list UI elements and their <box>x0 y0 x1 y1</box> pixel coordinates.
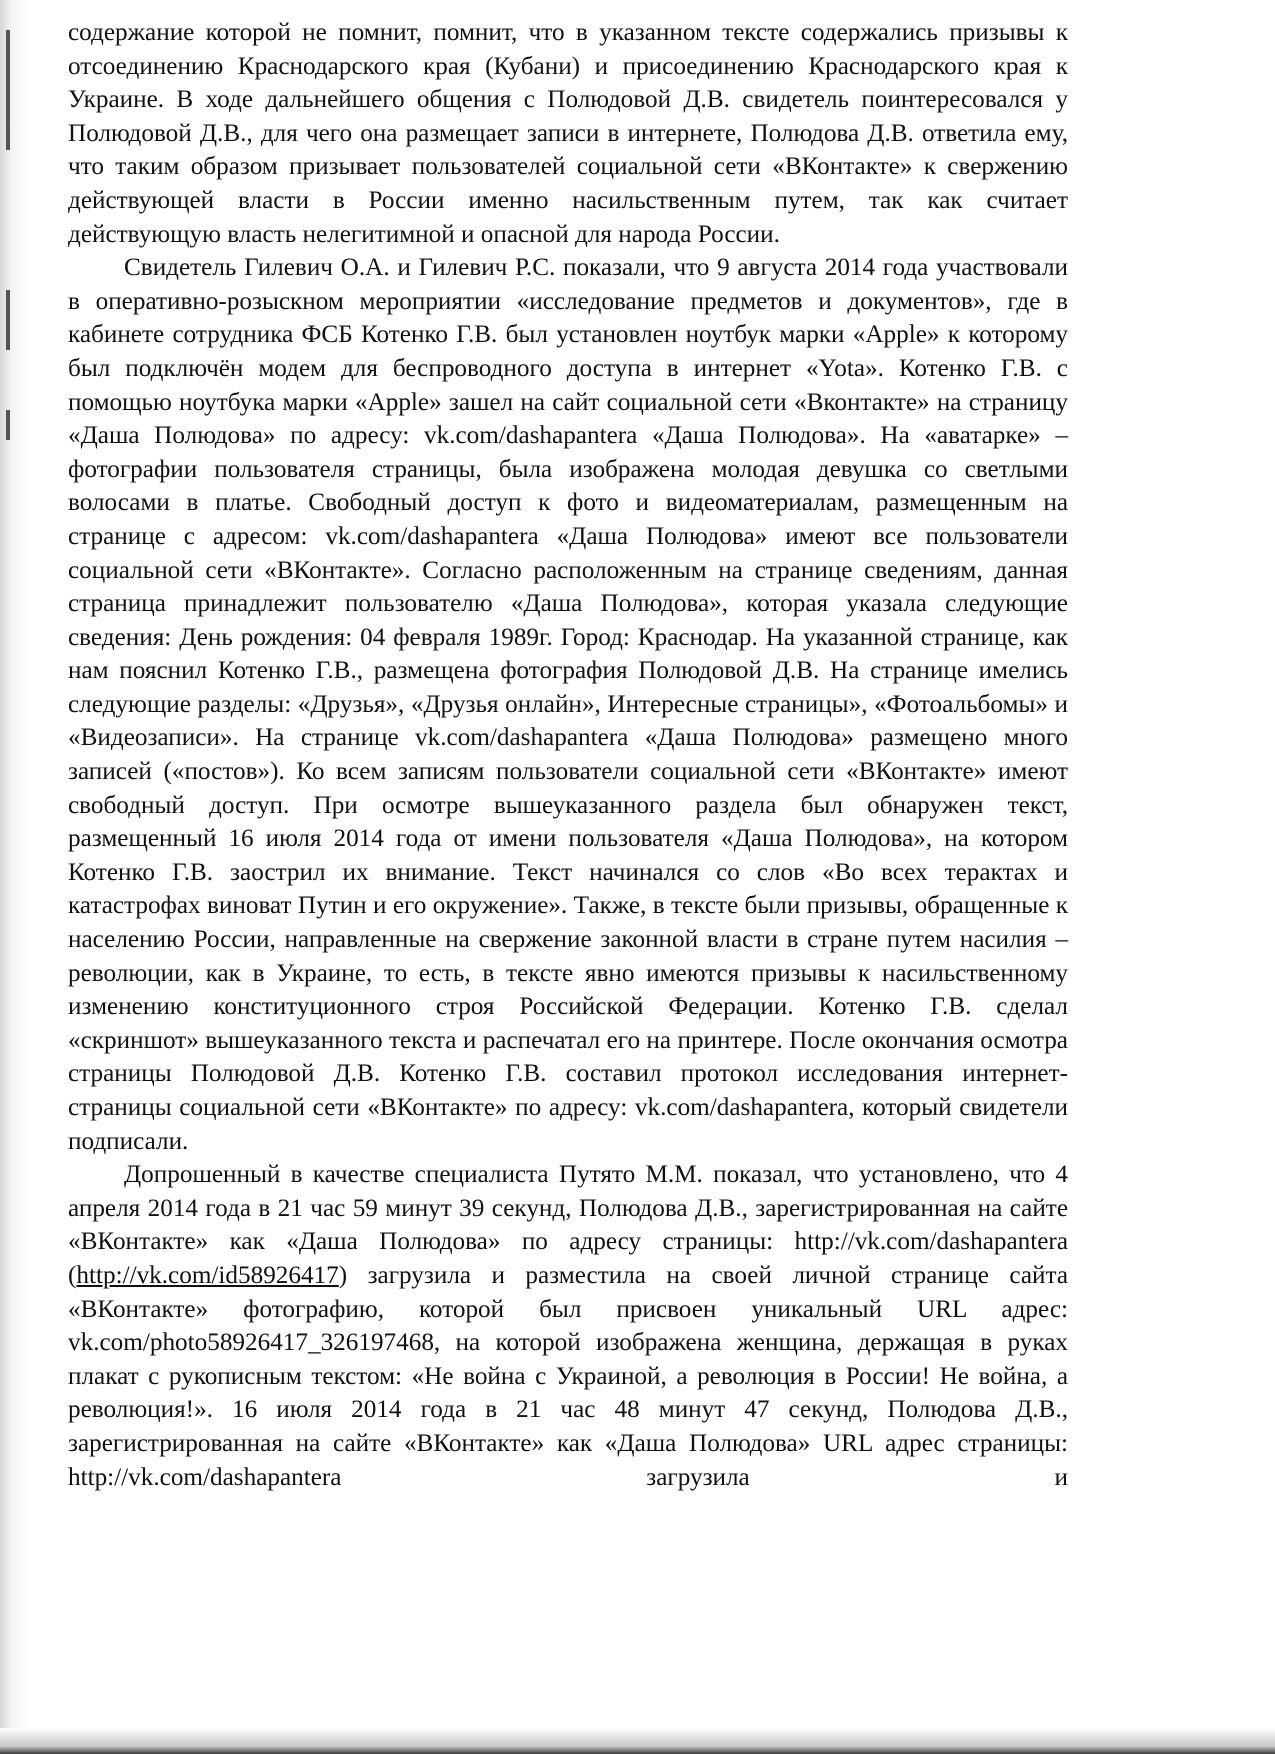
scan-artifact <box>6 30 10 150</box>
scan-left-edge <box>0 0 30 1754</box>
scan-artifact <box>6 410 10 440</box>
paragraph-3-text-start: Допрошенный в качестве специалиста Путято М.М. показал, что установлено, что 4 апреля 2014 года в 21 час 59 минут 39 секунд, Полюдова Д.В., зарегистрированная на сайте «ВКонтакте» как «Даша Полюдова» по адресу страницы: http://vk.com/dashapantera ( <box>68 1161 1068 1289</box>
paragraph-1: содержание которой не помнит, помнит, что в указанном тексте содержались призывы к отсоединению Краснодарского края (Кубани) и присоединению Краснодарского края к Украине. В ходе дальнейшего общения с Полюдовой Д.В. свидетель поинтересовался у Полюдовой Д.В., для чего она размещает записи в интернете, Полюдова Д.В. ответила ему, что таким образом призывает пользователей социальной сети «ВКонтакте» к свержению действующей власти в России именно насильственным путем, так как считает действующую власть нелегитимной и опасной для народа России. <box>68 19 1068 248</box>
document-body <box>68 16 1068 1494</box>
scan-bottom-edge <box>0 1728 1275 1754</box>
paragraph-3-text-end: ) загрузила и разместила на своей личной странице сайта «ВКонтакте» фотографию, которой был присвоен уникальный URL адрес: vk.com/photo58926417_326197468, на которой изображена женщина, держащая в руках плакат с рукописным текстом: «Не война с Украиной, а революция в России! Не война, а революция!». 16 июля 2014 года в 21 час 48 минут 47 секунд, Полюдова Д.В., зарегистрированная на сайте «ВКонтакте» как «Даша Полюдова» URL адрес страницы: http://vk.com/dashapantera загрузила и <box>68 1261 1068 1491</box>
paragraph-3 <box>68 1158 1068 1494</box>
underlined-url: http://vk.com/id58926417 <box>76 1261 339 1289</box>
scan-artifact <box>6 290 10 350</box>
paragraph-2: Свидетель Гилевич О.А. и Гилевич Р.С. показали, что 9 августа 2014 года участвовали в оперативно-розыскном мероприятии «исследование предметов и документов», где в кабинете сотрудника ФСБ Котенко Г.В. был установлен ноутбук марки «Apple» к которому был подключён модем для беспроводного доступа в интернет «Yota». Котенко Г.В. с помощью ноутбука марки «Apple» зашел на сайт социальной сети «Вконтакте» на страницу «Даша Полюдова» по адресу: vk.com/dashapantera «Даша Полюдова». На «аватарке» – фотографии пользователя страницы, была изображена молодая девушка со светлыми волосами в платье. Свободный доступ к фото и видеоматериалам, размещенным на странице с адресом: vk.com/dashapantera «Даша Полюдова» имеют все пользователи социальной сети «ВКонтакте». Согласно расположенным на странице сведениям, данная страница принадлежит пользователю «Даша Полюдова», которая указала следующие сведения: День рождения: 04 февраля 1989г. Город: Краснодар. На указанной странице, как нам пояснил Котенко Г.В., размещена фотография Полюдовой Д.В. На странице имелись следующие разделы: «Друзья», «Друзья онлайн», Интересные страницы», «Фотоальбомы» и «Видеозаписи». На странице vk.com/dashapantera «Даша Полюдова» размещено много записей («постов»). Ко всем записям пользователи социальной сети «ВКонтакте» имеют свободный доступ. При осмотре вышеуказанного раздела был обнаружен текст, размещенный 16 июля 2014 года от имени пользователя «Даша Полюдова», на котором Котенко Г.В. заострил их внимание. Текст начинался со слов «Во всех терактах и катастрофах виноват Путин и его окружение». Также, в тексте были призывы, обращенные к населению России, направленные на свержение законной власти в стране путем насилия – революции, как в Украине, то есть, в тексте явно имеются призывы к насильственному изменению конституционного строя Российской Федерации. Котенко Г.В. сделал «скриншот» вышеуказанного текста и распечатал его на принтере. После окончания осмотра страницы Полюдовой Д.В. Котенко Г.В. составил протокол исследования интернет-страницы социальной сети «ВКонтакте» по адресу: vk.com/dashapantera, который свидетели подписали. <box>68 254 1068 1155</box>
